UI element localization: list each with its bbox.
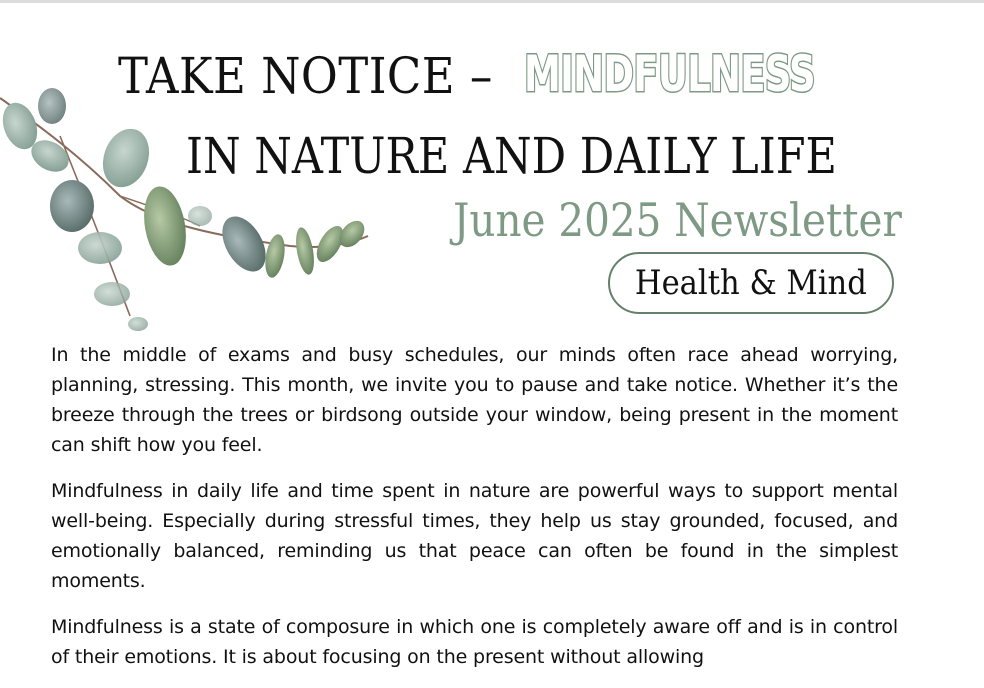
paragraph: In the middle of exams and busy schedules, our minds often race ahead worrying, planning, stressing. This month, we invite you to pause and take notice. Whether it’s the breeze through the trees or birdsong outside your window, being present in the moment can shift how you feel. bbox=[51, 344, 898, 456]
page-title-line1 bbox=[118, 44, 534, 108]
paragraph: Mindfulness is a state of composure in which one is completely aware off and is in control of their emotions. It is about focusing on the present without allowing bbox=[51, 616, 898, 668]
article-body bbox=[51, 340, 898, 688]
category-badge bbox=[608, 252, 894, 314]
newsletter-subtitle: June 2025 Newsletter bbox=[453, 193, 902, 247]
title-highlight: MINDFULNESS bbox=[524, 45, 815, 103]
title-part1: TAKE NOTICE – bbox=[118, 47, 493, 105]
paragraph: Mindfulness in daily life and time spent in nature are powerful ways to support mental well-being. Especially during stressful times, they help us stay grounded, focused, and emotionally balanced, reminding us that peace can often be found in the simplest moments. bbox=[51, 480, 898, 592]
category-badge-label: Health & Mind bbox=[635, 263, 867, 303]
page-title-line2: IN NATURE AND DAILY LIFE bbox=[186, 127, 837, 185]
top-divider bbox=[0, 0, 984, 3]
